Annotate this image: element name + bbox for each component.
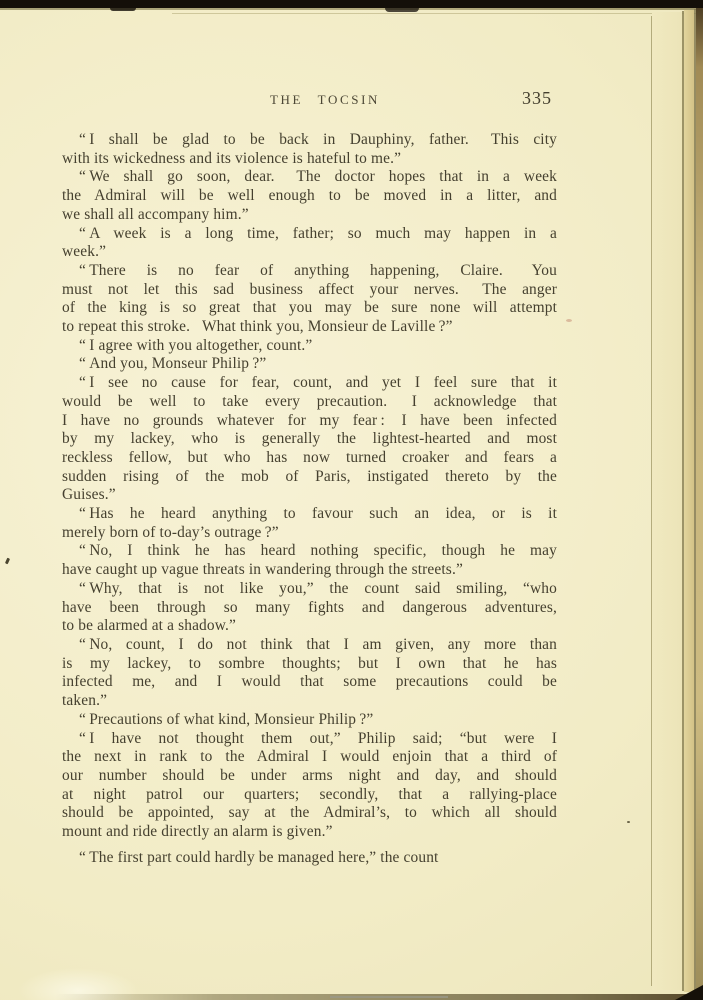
scan-top-edge — [0, 0, 703, 8]
text-line: taken.” — [62, 692, 108, 710]
scan-speck — [627, 821, 630, 823]
text-line: “ I agree with you altogether, count.” — [79, 336, 313, 354]
body-text — [62, 131, 557, 867]
paragraph — [62, 505, 557, 542]
text-line: the next in rank to the Admiral I would enjoin that a third of — [62, 748, 557, 766]
paragraph — [62, 580, 557, 636]
text-line: “ Precautions of what kind, Monsieur Philip ?” — [79, 710, 374, 728]
text-line: Guises.” — [62, 486, 116, 504]
text-line: week.” — [62, 243, 107, 261]
text-line: “ I shall be glad to be back in Dauphiny, father. This city — [79, 131, 557, 148]
text-line: by my lackey, who is generally the lightest-hearted and most — [62, 430, 557, 448]
text-line: should be appointed, say at the Admiral’s, to which all should — [62, 804, 557, 822]
page-edge-strip — [652, 12, 682, 990]
book-fore-edge — [696, 8, 703, 1000]
text-line: “ No, count, I do not think that I am given, any more than — [79, 635, 557, 653]
scan-speck — [566, 319, 572, 322]
text-line: our number should be under arms night and day, and should — [62, 766, 557, 784]
running-header-title: THE TOCSIN — [270, 92, 380, 107]
text-line: “ There is no fear of anything happening, Claire. You — [79, 261, 557, 279]
page-bottom-edge-line — [330, 996, 448, 998]
paragraph — [62, 849, 557, 868]
text-line: “ Why, that is not like you,” the count said smiling, “who — [79, 579, 557, 597]
text-line: “ We shall go soon, dear. The doctor hopes that in a week — [79, 168, 557, 186]
text-line: we shall all accompany him.” — [62, 205, 249, 223]
paragraph — [62, 131, 557, 168]
text-line: have caught up vague threats in wandering through the streets.” — [62, 561, 463, 579]
paragraph — [62, 225, 557, 262]
scan-corner-shadow — [675, 985, 703, 1000]
text-line: “ And you, Monseur Philip ?” — [79, 355, 267, 373]
text-line: is my lackey, to sombre thoughts; but I own that he has — [62, 654, 557, 672]
text-line: mount and ride directly an alarm is given.” — [62, 823, 333, 841]
text-line: “ A week is a long time, father; so much may happen in a — [79, 224, 557, 242]
text-line: have been through so many fights and dangerous adventures, — [62, 598, 557, 616]
page-top-edge-line — [0, 8, 703, 10]
text-line: “ I have not thought them out,” Philip said; “but were I — [79, 729, 557, 747]
text-line: infected me, and I would that some precautions could be — [62, 673, 557, 691]
paragraph — [62, 711, 557, 730]
text-line: to be alarmed at a shadow.” — [62, 617, 236, 635]
page-edge-strip — [684, 10, 694, 992]
text-line: “ Has he heard anything to favour such an idea, or is it — [79, 505, 557, 523]
text-line: the Admiral will be well enough to be moved in a litter, and — [62, 187, 557, 205]
text-line: “ I see no cause for fear, count, and yet I feel sure that it — [79, 374, 557, 392]
text-line: at night patrol our quarters; secondly, that a rallying-place — [62, 785, 557, 803]
page-top-edge-line-faint — [172, 13, 697, 14]
paragraph — [62, 636, 557, 711]
text-line: would be well to take every precaution. I acknowledge that — [62, 392, 557, 410]
text-line: sudden rising of the mob of Paris, instigated thereto by the — [62, 467, 557, 485]
paragraph — [62, 337, 557, 356]
text-line: reckless fellow, but who has now turned croaker and fears a — [62, 448, 557, 466]
text-line: “ No, I think he has heard nothing specific, though he may — [79, 542, 557, 560]
text-line: to repeat this stroke. What think you, Monsieur de Laville ?” — [62, 318, 453, 336]
paragraph — [62, 374, 557, 505]
paragraph — [62, 355, 557, 374]
text-line: “ The first part could hardly be managed here,” the count — [79, 848, 439, 866]
paragraph — [62, 542, 557, 579]
text-line: of the king is so great that you may be sure none will attempt — [62, 299, 557, 317]
text-line: I have no grounds whatever for my fear : I have been infected — [62, 411, 557, 429]
text-line: must not let this sad business affect your nerves. The anger — [62, 280, 557, 298]
text-line: merely born of to-day’s outrage ?” — [62, 523, 279, 541]
paragraph — [62, 168, 557, 224]
paragraph — [62, 730, 557, 842]
page-number: 335 — [522, 88, 552, 108]
text-line: with its wickedness and its violence is hateful to me.” — [62, 149, 402, 167]
paragraph — [62, 262, 557, 337]
